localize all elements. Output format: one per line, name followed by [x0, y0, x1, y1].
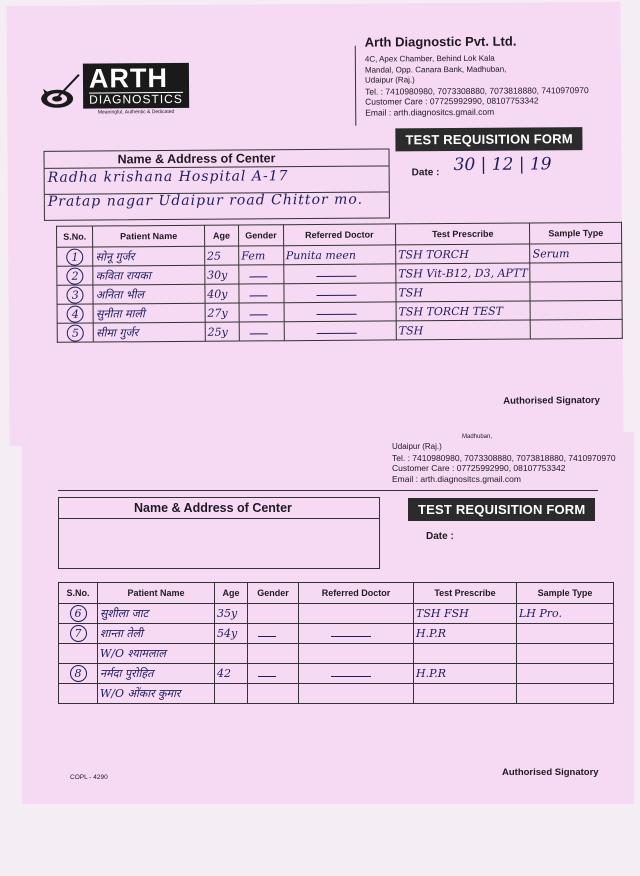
- blank-dash: [250, 314, 268, 315]
- header-test-prescribe: Test Prescribe: [395, 223, 530, 245]
- header-referred-doctor: Referred Doctor: [299, 583, 414, 604]
- cell-value-name: W/O ओंकार कुमार: [100, 687, 181, 700]
- blank-dash: [258, 636, 276, 637]
- header-test-prescribe: Test Prescribe: [414, 583, 517, 604]
- cell-doctor: [299, 624, 414, 644]
- cell-age: [215, 624, 248, 644]
- company-email: Email : arth.diagnositcs.gmail.com: [365, 106, 495, 118]
- cell-value-age: 42: [217, 667, 231, 680]
- cell-sno: [57, 304, 94, 323]
- company-info-bottom: [392, 442, 616, 484]
- cell-doctor: [283, 245, 396, 265]
- cell-doctor: [284, 302, 397, 322]
- cell-value-test: TSH Vit-B12, D3, APTT: [398, 266, 528, 280]
- header-sno: S.No.: [57, 226, 94, 247]
- table-row: [57, 319, 622, 342]
- blank-dash: [258, 676, 276, 677]
- cell-test: [414, 684, 517, 704]
- cell-age: [205, 284, 239, 303]
- cell-gender: [248, 624, 299, 644]
- cell-sno: [57, 266, 94, 285]
- logo-sub: DIAGNOSTICS: [89, 91, 183, 107]
- header-patient-name: Patient Name: [93, 225, 205, 247]
- blank-dash: [316, 295, 356, 296]
- cell-name: [98, 664, 215, 684]
- cell-name: [93, 284, 205, 304]
- cell-name: [98, 624, 215, 644]
- cell-sample: [531, 319, 623, 339]
- blank-dash: [250, 295, 268, 296]
- blank-dash: [316, 333, 356, 334]
- blank-dash: [250, 333, 268, 334]
- table-row: [59, 664, 614, 684]
- cell-gender: [248, 684, 299, 704]
- cell-test: [396, 301, 531, 321]
- cell-value-age: 25y: [207, 325, 228, 339]
- cell-age: [204, 246, 238, 265]
- company-care: Customer Care : 07725992990, 08107753342: [365, 95, 539, 107]
- blank-dash: [316, 276, 356, 277]
- cell-sample: [530, 281, 622, 301]
- serial-number: 3: [67, 286, 84, 303]
- table-row: [59, 684, 614, 704]
- header-rule: [58, 490, 598, 491]
- cell-value-sample: LH Pro.: [519, 607, 562, 620]
- cell-name: [93, 303, 205, 323]
- cell-name: [93, 265, 205, 285]
- cell-sno: [59, 664, 98, 684]
- company-address-3-bottom: Udaipur (Raj.): [392, 442, 442, 451]
- cell-test: [414, 644, 517, 664]
- authorised-signatory-bottom: Authorised Signatory: [502, 767, 599, 778]
- cell-value-name: अनिता भील: [95, 287, 144, 302]
- cell-value-doctor: Punita meen: [285, 248, 356, 262]
- requisition-sheet-top: [6, 2, 623, 446]
- cell-doctor: [283, 283, 396, 303]
- cell-doctor: [299, 604, 414, 624]
- cell-name: [93, 246, 205, 266]
- serial-number: 1: [66, 248, 83, 265]
- center-line-2: Pratap nagar Udaipur road Chittor mo.: [47, 191, 364, 210]
- cell-name: [98, 644, 215, 664]
- cell-value-test: H.P.R: [416, 627, 447, 640]
- cell-value-name: नर्मदा पुरोहित: [100, 667, 154, 680]
- cell-value-age: 30y: [207, 268, 228, 282]
- serial-number: 4: [67, 305, 84, 322]
- header-gender: Gender: [248, 583, 299, 604]
- center-label-bottom: Name & Address of Center: [134, 501, 292, 515]
- company-address-3: Udaipur (Raj.): [364, 75, 415, 85]
- table-row: [59, 604, 614, 624]
- cell-value-age: 25: [206, 249, 222, 263]
- cell-sample: [517, 644, 614, 664]
- cell-sno: [59, 624, 98, 644]
- cell-doctor: [299, 644, 414, 664]
- cell-sample: [517, 624, 614, 644]
- cell-value-test: TSH TORCH: [398, 247, 469, 261]
- cell-age: [205, 303, 239, 322]
- cell-value-gender: Fem: [241, 248, 266, 263]
- serial-number: 8: [70, 665, 87, 682]
- blank-dash: [331, 676, 371, 677]
- cell-test: [396, 320, 531, 340]
- header-sample-type: Sample Type: [517, 583, 614, 604]
- company-tel-bottom: Tel. : 7410980980, 7073308880, 7073818880, 7410970970: [392, 452, 616, 463]
- cell-age: [215, 604, 248, 624]
- cell-value-age: 27y: [207, 306, 228, 320]
- cell-doctor: [283, 264, 396, 284]
- header-gender: Gender: [239, 225, 284, 246]
- cell-sample: [530, 300, 622, 320]
- table-row: [59, 644, 614, 664]
- cell-age: [205, 322, 239, 341]
- cell-value-sample: Serum: [532, 246, 570, 260]
- arth-logo: [39, 63, 189, 117]
- table-row: [59, 624, 614, 644]
- header-age: Age: [215, 583, 248, 604]
- patient-table-bottom: [58, 582, 614, 704]
- cell-gender: [248, 604, 299, 624]
- company-info: [365, 34, 589, 118]
- cell-value-name: सीमा गुर्जर: [96, 325, 139, 340]
- form-title: TEST REQUISITION FORM: [395, 127, 583, 151]
- cell-sno: [59, 684, 98, 704]
- requisition-sheet-bottom: [22, 432, 634, 804]
- cell-doctor: [284, 321, 397, 341]
- header-age: Age: [204, 225, 238, 246]
- header-patient-name: Patient Name: [98, 583, 215, 604]
- blank-dash: [316, 314, 356, 315]
- header-sample-type: Sample Type: [530, 222, 622, 244]
- cell-sample: [517, 664, 614, 684]
- cell-gender: [239, 284, 284, 303]
- cell-value-name: W/O श्यामलाल: [100, 647, 166, 660]
- cell-value-age: 35y: [217, 607, 238, 620]
- cell-sample: [517, 684, 614, 704]
- target-arrow-icon: [39, 70, 83, 110]
- cell-test: [396, 282, 531, 302]
- cell-age: [215, 644, 248, 664]
- cell-test: [396, 244, 531, 264]
- serial-number: 2: [66, 267, 83, 284]
- cell-gender: [248, 644, 299, 664]
- copl-code-bottom: COPL - 4290: [70, 774, 108, 781]
- logo-brand: ARTH: [88, 63, 169, 94]
- cell-value-test: TSH TORCH TEST: [398, 304, 503, 318]
- cell-doctor: [299, 684, 414, 704]
- cell-sno: [59, 644, 98, 664]
- cell-value-test: TSH FSH: [416, 607, 469, 620]
- header-divider: [355, 46, 357, 126]
- cell-value-name: सोनू गुर्जर: [95, 249, 135, 264]
- date-label: Date :: [411, 167, 440, 179]
- date-label-bottom: Date :: [426, 531, 454, 542]
- cell-value-name: सुशीला जाट: [100, 607, 149, 620]
- serial-number: 7: [70, 625, 87, 642]
- company-address-1: 4C, Apex Chamber, Behind Lok Kala: [364, 53, 495, 64]
- company-care-bottom: Customer Care : 07725992990, 08107753342: [392, 463, 566, 473]
- cell-gender: [239, 322, 284, 341]
- cell-value-test: H.P.R: [416, 667, 447, 680]
- cell-gender: [239, 265, 284, 284]
- cell-value-age: 54y: [217, 627, 238, 640]
- center-line-1: Radha krishana Hospital A-17: [47, 168, 289, 186]
- cell-name: [98, 604, 215, 624]
- cell-name: [94, 322, 206, 342]
- cell-sno: [57, 285, 94, 304]
- cell-value-test: TSH: [398, 323, 424, 337]
- cell-age: [205, 265, 239, 284]
- cell-gender: [239, 303, 284, 322]
- company-address-2: Mandal, Opp. Canara Bank, Madhuban,: [364, 64, 507, 75]
- cell-test: [396, 263, 531, 283]
- cell-value-test: TSH: [398, 285, 423, 299]
- serial-number: 6: [70, 605, 87, 622]
- logo-tagline: Meaningful, Authentic & Dedicated: [97, 108, 175, 116]
- cell-sample: [530, 262, 622, 282]
- blank-dash: [250, 276, 268, 277]
- cell-name: [98, 684, 215, 704]
- cell-value-name: कविता रायका: [95, 268, 151, 283]
- cell-test: [414, 624, 517, 644]
- cell-doctor: [299, 664, 414, 684]
- cell-age: [215, 684, 248, 704]
- cell-gender: [248, 664, 299, 684]
- cell-value-name: शान्ता तेली: [100, 627, 143, 640]
- cell-gender: [239, 246, 284, 265]
- header-sno: S.No.: [59, 583, 98, 604]
- header-referred-doctor: Referred Doctor: [283, 224, 396, 246]
- cell-sno: [59, 604, 98, 624]
- serial-number: 5: [67, 324, 84, 341]
- company-tel: Tel. : 7410980980, 7073308880, 7073818880, 7410970970: [365, 84, 589, 97]
- center-label: Name & Address of Center: [117, 151, 276, 167]
- authorised-signatory: Authorised Signatory: [503, 395, 600, 407]
- company-partial: Madhuban,: [462, 434, 493, 440]
- cell-sample: [530, 243, 622, 263]
- cell-sample: [517, 604, 614, 624]
- cell-age: [215, 664, 248, 684]
- date-value: 30 | 12 | 19: [453, 154, 552, 176]
- cell-value-name: सुनीता माली: [95, 306, 145, 321]
- cell-test: [414, 604, 517, 624]
- cell-sno: [57, 247, 94, 266]
- company-email-bottom: Email : arth.diagnositcs.gmail.com: [392, 473, 521, 484]
- table-header-row: [59, 583, 614, 604]
- form-title-bottom: TEST REQUISITION FORM: [408, 498, 595, 521]
- cell-value-age: 40y: [207, 287, 228, 301]
- company-name: Arth Diagnostic Pvt. Ltd.: [364, 33, 517, 50]
- patient-table: [56, 222, 623, 343]
- blank-dash: [331, 636, 371, 637]
- cell-sno: [57, 323, 94, 342]
- cell-test: [414, 664, 517, 684]
